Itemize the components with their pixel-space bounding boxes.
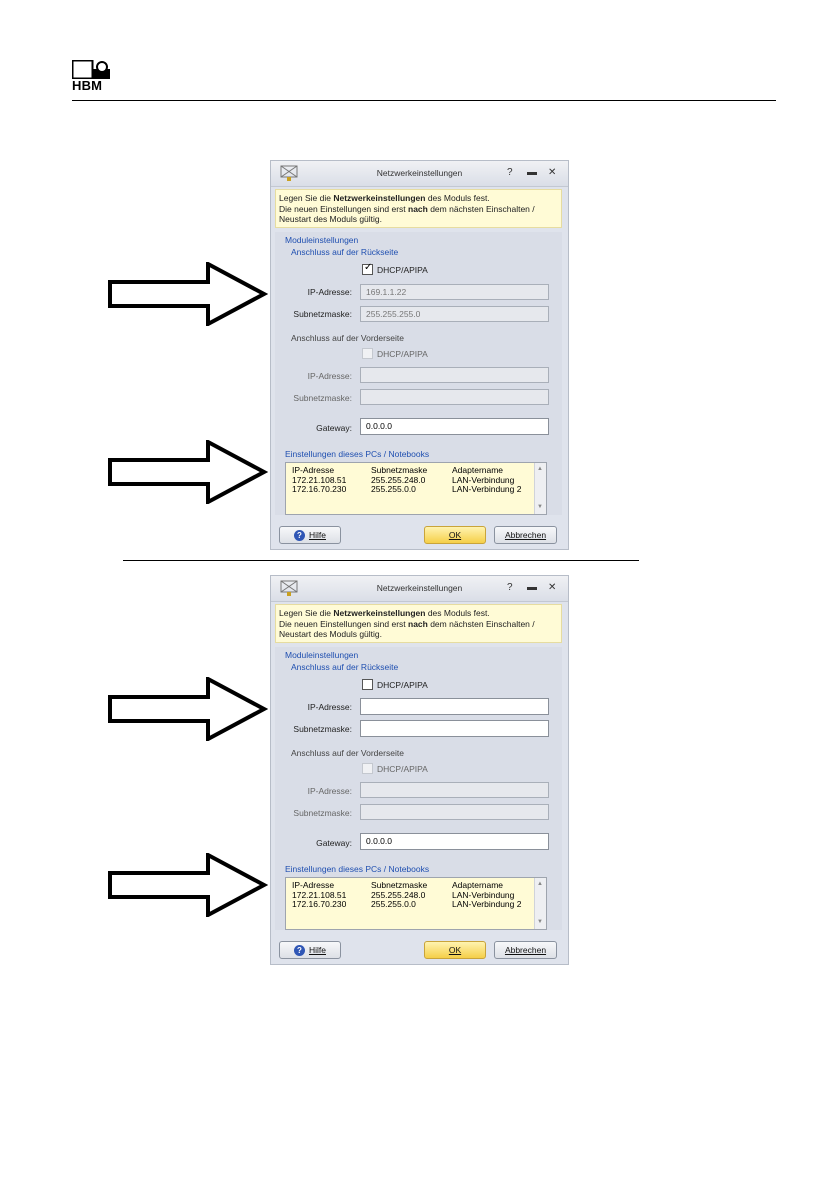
list-scrollbar[interactable] [534,463,546,514]
list-cell: 172.16.70.230 [292,899,347,909]
list-header: IP-Adresse [292,465,335,475]
info-banner [275,604,562,643]
front-dhcp-checkbox[interactable] [362,348,373,359]
list-cell: 172.16.70.230 [292,484,347,494]
front-mask-field[interactable] [360,804,549,820]
header-rule [72,100,776,101]
info-text: Die neuen Einstellungen sind erst [279,618,408,629]
help-title-icon[interactable]: ? [507,167,513,178]
info-text: Neustart des Moduls gültig. [279,214,382,224]
help-icon: ? [294,530,305,541]
arrow-right-icon [108,262,268,326]
list-cell: 255.255.248.0 [371,889,426,900]
info-text-bold: nach [408,203,428,214]
close-icon[interactable]: ✕ [548,582,557,593]
arrow-right-icon [108,853,268,917]
scroll-down-icon[interactable]: ▼ [537,918,543,925]
scroll-down-icon[interactable]: ▼ [537,503,543,510]
front-mask-label: Subnetzmaske: [293,393,352,403]
front-ip-label: IP-Adresse: [307,371,352,381]
separator-rule [123,560,639,561]
pc-adapter-list[interactable] [285,462,547,515]
info-text-bold: Netzwerkeinstellungen [333,608,426,618]
dialog-titlebar [271,576,568,602]
info-text: Neustart des Moduls gültig. [279,629,382,639]
rear-ip-label: IP-Adresse: [307,702,352,712]
gateway-field[interactable]: 0.0.0.0 [360,418,549,435]
rear-port-title: Anschluss auf der Rückseite [291,662,399,672]
rear-dhcp-checkbox[interactable] [362,264,373,275]
maximize-icon[interactable]: ▬ [527,167,537,178]
rear-dhcp-label: DHCP/APIPA [377,265,428,275]
list-header: Adaptername [452,465,504,475]
list-cell: LAN-Verbindung 2 [452,484,522,494]
rear-mask-field[interactable] [360,720,549,737]
front-dhcp-checkbox[interactable] [362,763,373,774]
hbm-logo-text: HBM [72,78,103,93]
maximize-icon[interactable]: ▬ [527,582,537,593]
list-cell: LAN-Verbindung 2 [452,899,522,909]
scroll-up-icon[interactable]: ▲ [537,881,543,887]
front-dhcp-label: DHCP/APIPA [377,764,428,774]
info-text: Die neuen Einstellungen sind erst [279,203,408,214]
list-cell: 255.255.248.0 [371,474,426,485]
rear-port-title: Anschluss auf der Rückseite [291,247,399,257]
front-ip-label: IP-Adresse: [307,786,352,796]
dialog-title: Netzwerkeinstellungen [376,168,463,178]
pc-settings-title: Einstellungen dieses PCs / Notebooks [285,864,430,874]
close-icon[interactable]: ✕ [548,167,557,178]
help-button-label: Hilfe [308,945,326,955]
front-ip-field[interactable] [360,782,549,798]
list-cell: 255.255.0.0 [371,484,416,494]
info-text: des Moduls fest. [425,608,490,618]
cancel-button[interactable] [494,941,557,959]
list-header: Subnetzmaske [371,465,428,475]
info-text: dem nächsten Einschalten / [427,618,535,629]
info-text: Legen Sie die [279,193,334,203]
network-settings-dialog [270,575,569,965]
list-header: Subnetzmaske [371,880,428,890]
hbm-logo-mark [72,60,110,79]
rear-mask-label: Subnetzmaske: [293,724,352,734]
ok-button[interactable] [424,526,486,544]
list-scrollbar[interactable] [534,878,546,929]
hbm-logo [72,60,110,92]
section-title: Moduleinstellungen [285,235,359,245]
scroll-up-icon[interactable]: ▲ [537,466,543,472]
gateway-label: Gateway: [316,838,352,848]
section-title: Moduleinstellungen [285,650,359,660]
cancel-button-label: Abbrechen [504,530,547,540]
arrow-right-icon [108,677,268,741]
list-cell: LAN-Verbindung [452,474,515,485]
rear-ip-label: IP-Adresse: [307,287,352,297]
front-port-title: Anschluss auf der Vorderseite [291,748,404,758]
list-cell: 172.21.108.51 [292,889,347,900]
info-text-bold: Netzwerkeinstellungen [333,193,426,203]
rear-ip-field[interactable]: 169.1.1.22 [360,284,549,300]
ok-button-label: OK [448,945,462,955]
network-settings-dialog [270,160,569,550]
pc-adapter-list[interactable] [285,877,547,930]
list-cell: LAN-Verbindung [452,889,515,900]
dialog-titlebar [271,161,568,187]
help-button[interactable] [279,941,341,959]
rear-mask-label: Subnetzmaske: [293,309,352,319]
list-cell: 255.255.0.0 [371,899,416,909]
rear-ip-field[interactable] [360,698,549,715]
list-cell: 172.21.108.51 [292,474,347,485]
dialog-title: Netzwerkeinstellungen [376,583,463,593]
cancel-button[interactable] [494,526,557,544]
rear-mask-field[interactable]: 255.255.255.0 [360,306,549,322]
front-dhcp-label: DHCP/APIPA [377,349,428,359]
help-button-label: Hilfe [308,530,326,540]
list-header: Adaptername [452,880,504,890]
front-port-title: Anschluss auf der Vorderseite [291,333,404,343]
gateway-field[interactable]: 0.0.0.0 [360,833,549,850]
ok-button-label: OK [448,530,462,540]
help-title-icon[interactable]: ? [507,582,513,593]
rear-dhcp-checkbox[interactable] [362,679,373,690]
info-text: Legen Sie die [279,608,334,618]
gateway-label: Gateway: [316,423,352,433]
cancel-button-label: Abbrechen [504,945,547,955]
help-button[interactable] [279,526,341,544]
list-header: IP-Adresse [292,880,335,890]
rear-dhcp-label: DHCP/APIPA [377,680,428,690]
info-banner [275,189,562,228]
front-mask-field[interactable] [360,389,549,405]
info-text-bold: nach [408,618,428,629]
front-mask-label: Subnetzmaske: [293,808,352,818]
info-text: des Moduls fest. [425,193,490,203]
front-ip-field[interactable] [360,367,549,383]
pc-settings-title: Einstellungen dieses PCs / Notebooks [285,449,430,459]
arrow-right-icon [108,440,268,504]
checkmark-icon: ✓ [364,262,373,273]
help-icon: ? [294,945,305,956]
ok-button[interactable] [424,941,486,959]
info-text: dem nächsten Einschalten / [427,203,535,214]
